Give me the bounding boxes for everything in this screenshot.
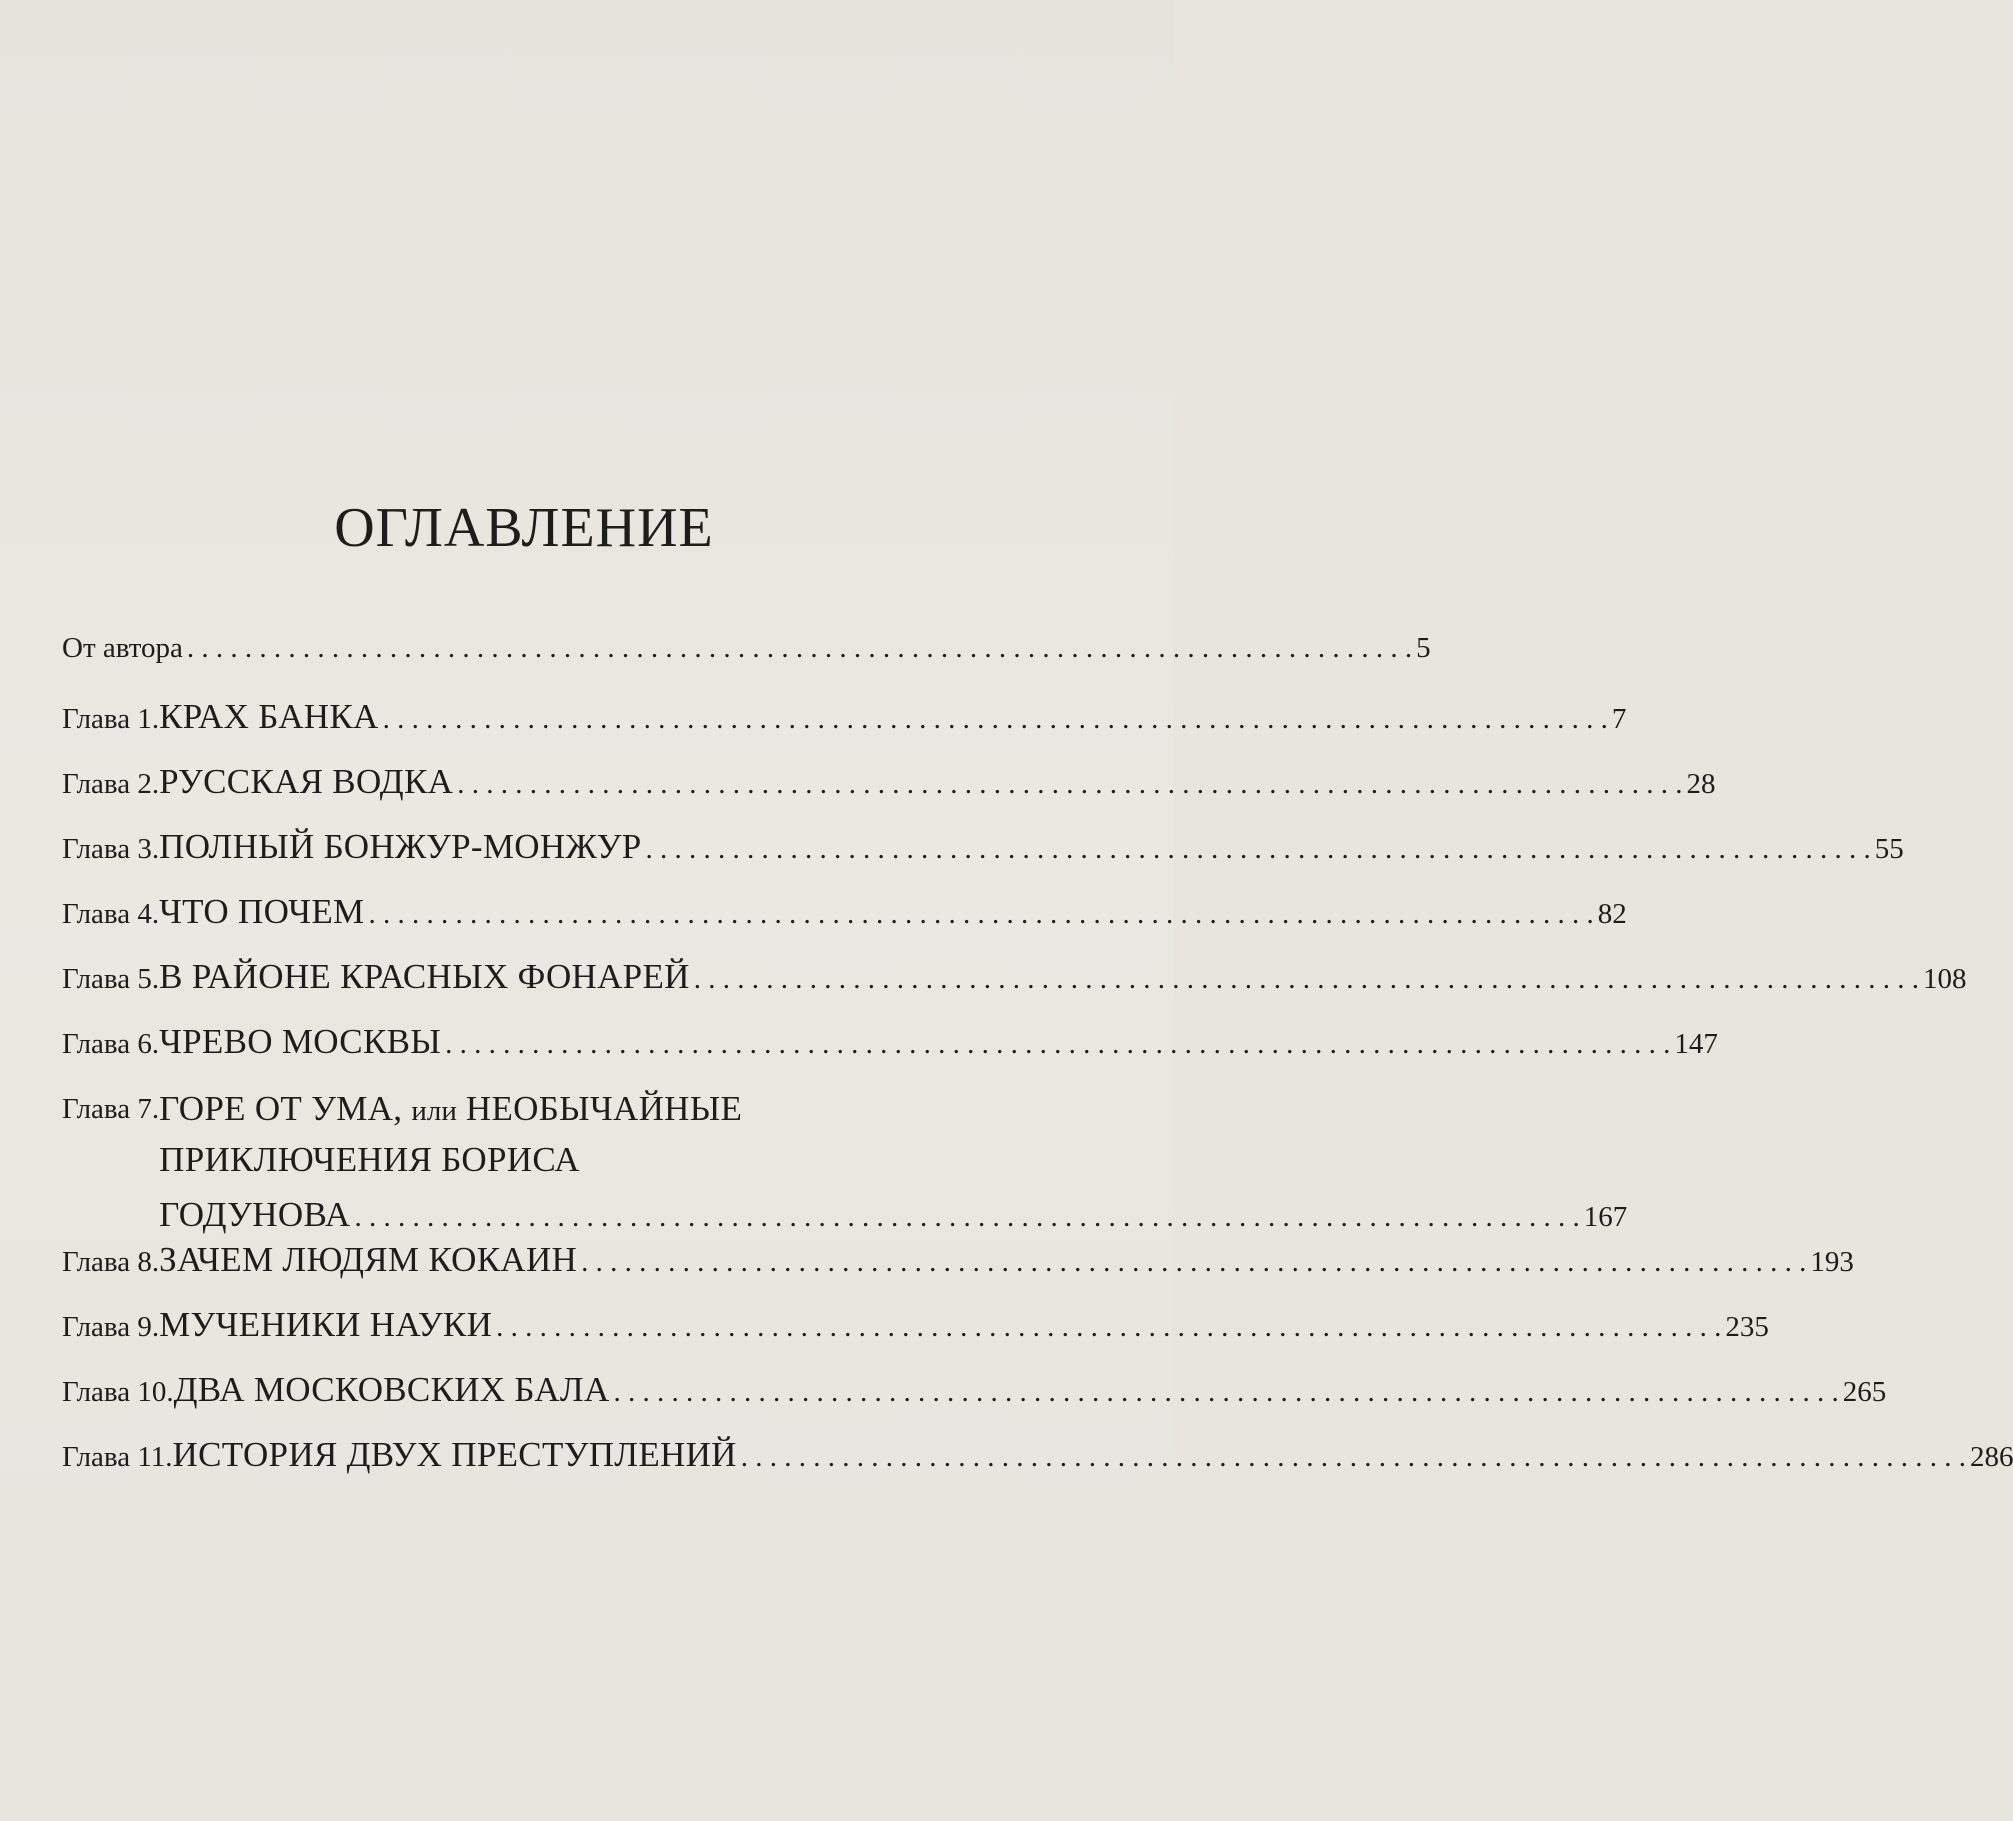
page-number: 147 — [1674, 1028, 1718, 1060]
toc-entry-chapter-8[interactable] — [62, 1240, 1854, 1305]
chapter-number: Глава 5. — [62, 963, 160, 995]
page-number: 108 — [1922, 963, 1967, 995]
chapter-number: Глава 1. — [62, 703, 160, 735]
page-number: 286 — [1969, 1441, 2013, 1473]
chapter-title: ЧРЕВО МОСКВЫ — [159, 1022, 442, 1061]
dot-leader — [350, 1191, 1583, 1243]
page-number: 167 — [1583, 1201, 1628, 1233]
page-number: 28 — [1686, 768, 1716, 800]
toc-entry-chapter-3[interactable] — [62, 827, 1904, 892]
dot-leader — [183, 632, 1416, 665]
chapter-number: Глава 9. — [62, 1311, 160, 1343]
chapter-title: МУЧЕНИКИ НАУКИ — [159, 1305, 493, 1344]
chapter-title-conjunction: или — [411, 1095, 457, 1127]
dot-leader — [441, 1028, 1674, 1061]
toc-entry-chapter-1[interactable] — [62, 697, 1627, 762]
entry-label: От автора — [62, 632, 183, 664]
chapter-number: Глава 7. — [62, 1093, 160, 1125]
chapter-title: РУССКАЯ ВОДКА — [159, 762, 454, 801]
toc-entry-chapter-4[interactable] — [62, 892, 1627, 957]
chapter-number: Глава 11. — [62, 1441, 173, 1473]
chapter-title: КРАХ БАНКА — [159, 697, 379, 736]
chapter-title-part: ПРИКЛЮЧЕНИЯ БОРИСА — [159, 1140, 580, 1179]
page-number: 82 — [1597, 898, 1627, 930]
page-number: 235 — [1725, 1311, 1769, 1343]
chapter-title: ЧТО ПОЧЕМ — [159, 892, 365, 931]
dot-leader — [737, 1441, 1970, 1474]
chapter-title: ПОЛНЫЙ БОНЖУР-МОНЖУР — [159, 827, 642, 866]
dot-leader — [577, 1246, 1810, 1279]
chapter-number: Глава 3. — [62, 833, 160, 865]
page-number: 7 — [1611, 703, 1627, 735]
chapter-number: Глава 6. — [62, 1028, 160, 1060]
chapter-title-part: ГОРЕ ОТ УМА, — [159, 1089, 412, 1128]
chapter-title: ЗАЧЕМ ЛЮДЯМ КОКАИН — [159, 1240, 578, 1279]
toc-entry-chapter-11[interactable] — [62, 1435, 2013, 1500]
dot-leader — [453, 768, 1686, 801]
chapter-title-part: ГОДУНОВА — [159, 1195, 351, 1234]
toc-entry-chapter-9[interactable] — [62, 1305, 1769, 1370]
toc-entry-chapter-10[interactable] — [62, 1370, 1887, 1435]
chapter-title-multiline — [159, 1087, 1627, 1243]
chapter-number: Глава 2. — [62, 768, 160, 800]
table-of-contents — [62, 632, 2013, 1500]
toc-entry-chapter-5[interactable] — [62, 957, 1967, 1022]
toc-entry-chapter-7[interactable] — [62, 1087, 1628, 1240]
dot-leader — [690, 963, 1923, 996]
page-title: ОГЛАВЛЕНИЕ — [334, 497, 714, 559]
page-number: 55 — [1874, 833, 1904, 865]
chapter-number: Глава 4. — [62, 898, 160, 930]
toc-entry-chapter-6[interactable] — [62, 1022, 1718, 1087]
page-number: 265 — [1842, 1376, 1887, 1408]
chapter-title-line-2 — [159, 1138, 1627, 1189]
chapter-title-line-1 — [159, 1087, 1627, 1138]
toc-entry-from-author[interactable] — [62, 632, 1431, 697]
dot-leader — [610, 1376, 1843, 1409]
chapter-title-line-3 — [159, 1189, 1627, 1243]
dot-leader — [364, 898, 1597, 931]
dot-leader — [492, 1311, 1725, 1344]
chapter-number: Глава 10. — [62, 1376, 174, 1408]
chapter-number: Глава 8. — [62, 1246, 160, 1278]
dot-leader — [641, 833, 1874, 866]
chapter-title-part: НЕОБЫЧАЙНЫЕ — [456, 1089, 743, 1128]
chapter-title: ДВА МОСКОВСКИХ БАЛА — [173, 1370, 610, 1409]
page-number: 5 — [1416, 632, 1431, 664]
page-number: 193 — [1810, 1246, 1854, 1278]
chapter-title: В РАЙОНЕ КРАСНЫХ ФОНАРЕЙ — [159, 957, 690, 996]
dot-leader — [379, 703, 1612, 736]
toc-entry-chapter-2[interactable] — [62, 762, 1716, 827]
chapter-title: ИСТОРИЯ ДВУХ ПРЕСТУПЛЕНИЙ — [172, 1435, 737, 1474]
